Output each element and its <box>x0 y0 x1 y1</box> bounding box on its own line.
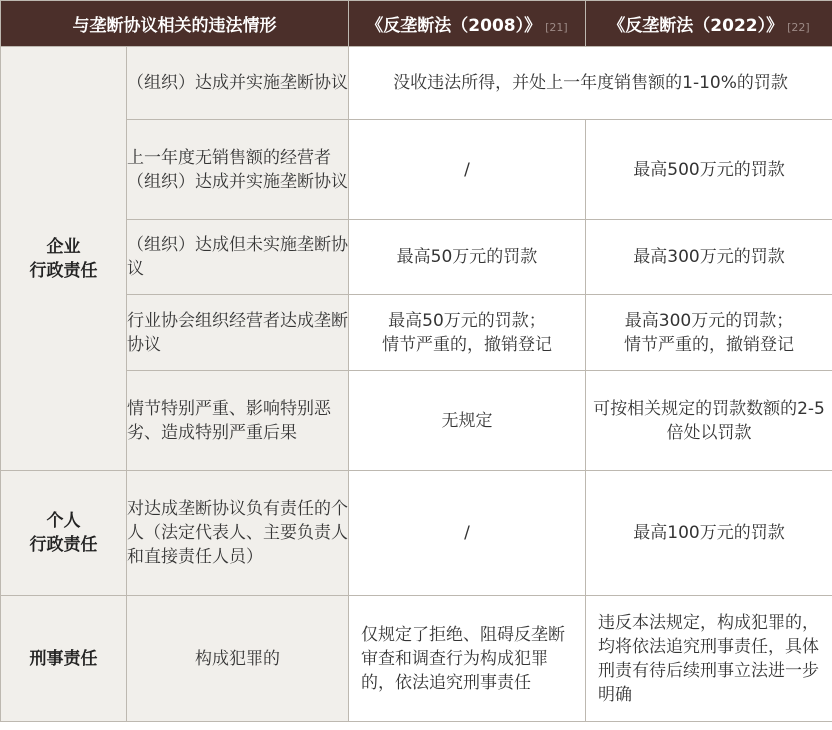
header-law-2022: 《反垄断法（2022）》 [22] <box>586 1 832 47</box>
situation-cell: 构成犯罪的 <box>127 596 349 722</box>
penalty-2022-cell: 违反本法规定，构成犯罪的，均将依法追究刑事责任，具体刑责有待后续刑事立法进一步明确 <box>586 596 832 722</box>
ref-2022: [22] <box>787 21 810 34</box>
header-row <box>1 1 832 47</box>
penalty-2022-cell: 最高500万元的罚款 <box>586 120 832 220</box>
penalty-2022-cell: 最高300万元的罚款 <box>586 220 832 295</box>
penalty-2008-cell: / <box>349 120 586 220</box>
table-row <box>1 471 832 596</box>
situation-cell: 行业协会组织经营者达成垄断协议 <box>127 295 349 371</box>
penalty-2008-cell: / <box>349 471 586 596</box>
penalty-2022-cell: 最高100万元的罚款 <box>586 471 832 596</box>
situation-cell: 对达成垄断协议负有责任的个人（法定代表人、主要负责人和直接责任人员） <box>127 471 349 596</box>
header-law-2008: 《反垄断法（2008）》 [21] <box>349 1 586 47</box>
situation-cell: （组织）达成但未实施垄断协议 <box>127 220 349 295</box>
penalty-2008-cell: 最高50万元的罚款； 情节严重的，撤销登记 <box>349 295 586 371</box>
penalty-2008-cell: 最高50万元的罚款 <box>349 220 586 295</box>
table-row <box>1 596 832 722</box>
penalty-merged-cell: 没收违法所得，并处上一年度销售额的1-10%的罚款 <box>349 47 832 120</box>
category-corporate-admin: 企业 行政责任 <box>1 47 127 471</box>
penalty-2022-cell: 可按相关规定的罚款数额的2-5倍处以罚款 <box>586 371 832 471</box>
ref-2008: [21] <box>545 21 568 34</box>
penalty-2022-cell: 最高300万元的罚款； 情节严重的，撤销登记 <box>586 295 832 371</box>
header-situation: 与垄断协议相关的违法情形 <box>1 1 349 47</box>
penalty-2008-cell: 仅规定了拒绝、阻碍反垄断审查和调查行为构成犯罪的，依法追究刑事责任 <box>349 596 586 722</box>
situation-cell: （组织）达成并实施垄断协议 <box>127 47 349 120</box>
situation-cell: 上一年度无销售额的经营者（组织）达成并实施垄断协议 <box>127 120 349 220</box>
situation-cell: 情节特别严重、影响特别恶劣、造成特别严重后果 <box>127 371 349 471</box>
category-individual-admin: 个人 行政责任 <box>1 471 127 596</box>
penalty-2008-cell: 无规定 <box>349 371 586 471</box>
category-criminal: 刑事责任 <box>1 596 127 722</box>
table-row <box>1 47 832 120</box>
